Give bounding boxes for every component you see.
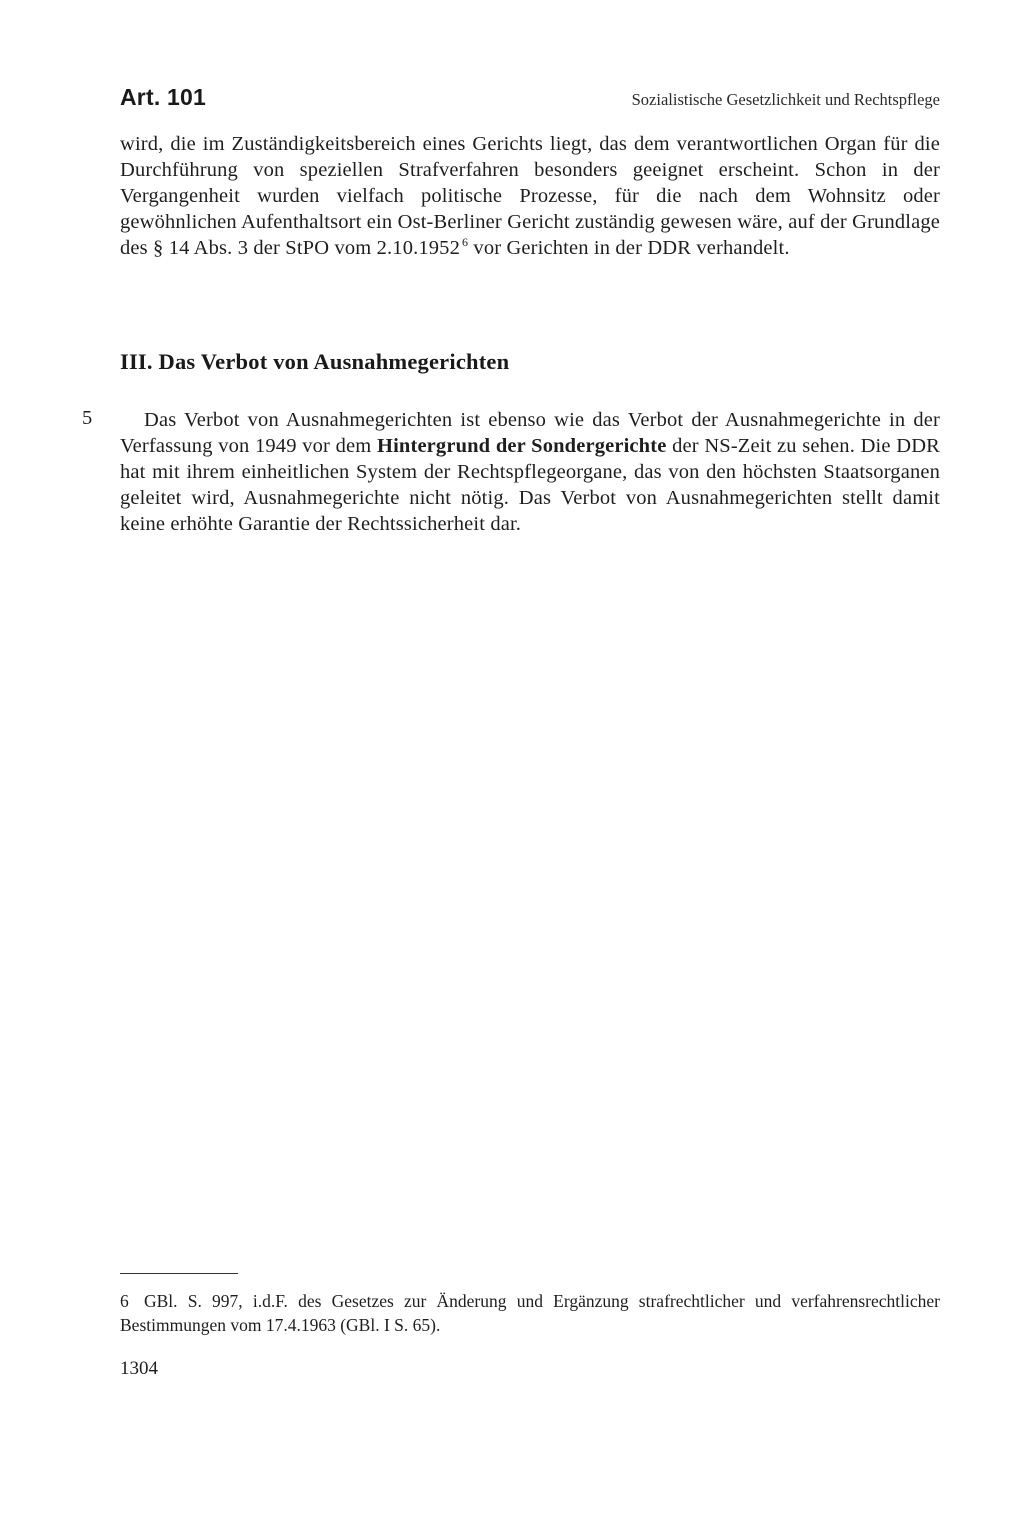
footnote-number: 6 bbox=[120, 1291, 129, 1311]
section-paragraph bbox=[120, 407, 940, 537]
footnote-text: GBl. S. 997, i.d.F. des Gesetzes zur Änderung und Ergänzung strafrechtlicher und verfahrensrechtlicher Bestimmungen vom 17.4.1963 (GBl. I S. 65). bbox=[120, 1291, 940, 1335]
section-heading: III. Das Verbot von Ausnahmegerichten bbox=[120, 349, 510, 374]
article-label: Art. 101 bbox=[120, 84, 206, 110]
continued-paragraph-text-end: vor Gerichten in der DDR verhandelt. bbox=[468, 237, 790, 259]
page-number: 1304 bbox=[120, 1358, 158, 1379]
continued-paragraph bbox=[120, 131, 940, 261]
section-paragraph-text-end: der NS-Zeit zu sehen. Die DDR hat mit ihrem einheitlichen System der Rechtspflegeorgane, das von den höchsten Staatsorganen geleitet wird, Ausnahmegerichte nicht nötig. Das Verbot von Ausnahmegerichten stellt damit keine erhöhte Garantie der Rechtssicherheit dar. bbox=[120, 435, 940, 535]
emphasis-text: Hintergrund der Sondergerichte bbox=[376, 435, 667, 457]
section-paragraph-text: Das Verbot von Ausnahmegerichten ist ebenso wie das Verbot der Ausnahmegerichte in der Verfassung von 1949 vor dem bbox=[120, 409, 940, 457]
footnote-reference[interactable]: 6 bbox=[461, 235, 469, 250]
continued-paragraph-text: wird, die im Zuständigkeitsbereich eines Gerichts liegt, das dem verantwortlichen Organ für die Durchführung von speziellen Strafverfahren besonders geeignet erscheint. Schon in der Vergangenheit wurden vielfach politische Prozesse, für die nach dem Wohnsitz oder gewöhnlichen Aufenthaltsort ein Ost-Berliner Gericht zuständig gewesen wäre, auf der Grundlage des § 14 Abs. 3 der StPO vom 2.10.1952 bbox=[120, 133, 940, 259]
footnote-divider bbox=[120, 1273, 238, 1274]
margin-number: 5 bbox=[82, 407, 93, 429]
footnote bbox=[120, 1289, 940, 1337]
running-head bbox=[120, 84, 940, 114]
running-head-title: Sozialistische Gesetzlichkeit und Rechtspflege bbox=[631, 90, 940, 109]
